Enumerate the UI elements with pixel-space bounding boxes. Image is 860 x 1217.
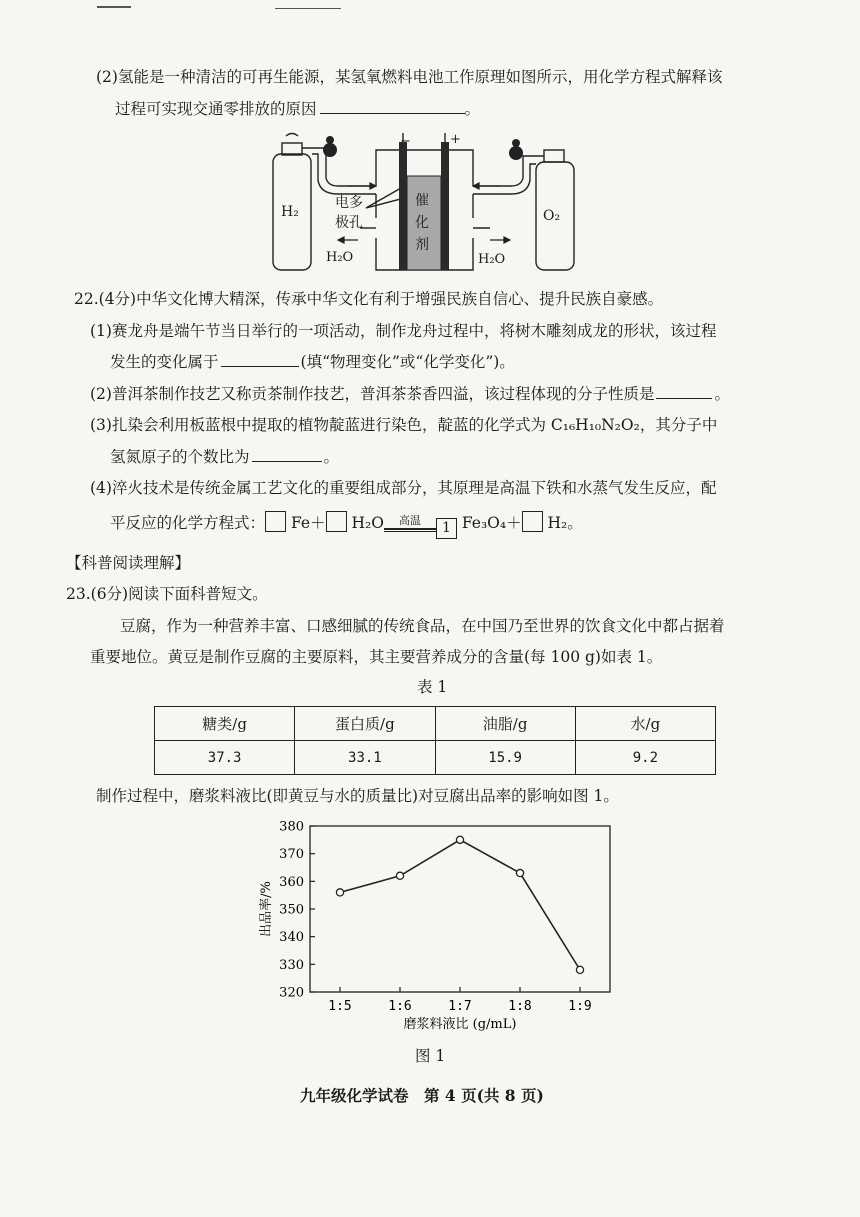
reaction-arrow [384,515,436,533]
q21-2-line2 [115,98,480,120]
catalyst-label-3: 剂 [415,237,429,253]
q22-2-end: 。 [714,385,730,403]
q22-4-line1: (4)淬火技术是传统金属工艺文化的重要组成部分，其原理是高温下铁和水蒸气发生反应，配 [90,479,717,497]
answer-blank[interactable] [252,460,322,462]
y-tick-label: 340 [279,930,304,946]
minus-label: − [400,134,411,149]
series-line [340,840,580,970]
cathode [441,142,449,270]
q23-title: 23.(6分)阅读下面科普短文。 [66,585,268,603]
table-header-cell: 水/g [575,707,715,741]
equation-h2: H₂。 [547,514,583,532]
y-axis-label: 出品率/% [259,881,274,937]
answer-blank[interactable] [656,397,712,399]
water-right-label: H₂O [478,252,506,267]
q23-para1-line1: 豆腐，作为一种营养丰富、口感细腻的传统食品，在中国乃至世界的饮食文化中都占据着 [120,617,725,635]
q22-3-line2 [110,446,339,468]
q22-1-text: 发生的变化属于 [110,353,219,371]
y-tick-label: 320 [279,985,304,1001]
q22-1-hint: (填“物理变化”或“化学变化”)。 [300,353,515,371]
equation-prefix: 平反应的化学方程式： [110,514,266,532]
y-tick-label: 370 [279,847,304,863]
q22-title: 22.(4分)中华文化博大精深，传承中华文化有利于增强民族自信心、提升民族自豪感。 [74,290,664,308]
table-header-row [155,707,716,741]
x-tick-label: 1:5 [328,999,352,1014]
q21-2-line1: (2)氢能是一种清洁的可再生能源，某氢氧燃料电池工作原理如图所示，用化学方程式解释该 [96,68,723,86]
scan-mark [275,8,341,9]
section-heading: 【科普阅读理解】 [66,554,191,572]
equation-fe: Fe＋ [290,514,326,532]
q22-2-line [90,383,730,405]
scan-mark [97,6,131,8]
valve-handle [286,134,298,137]
q22-4-equation [110,511,583,539]
q22-3-end: 。 [323,448,340,466]
nutrient-table [154,706,716,775]
q23-para2: 制作过程中，磨浆料液比(即黄豆与水的质量比)对豆腐出品率的影响如图 1。 [96,787,619,805]
table-header-cell: 蛋白质/g [295,707,435,741]
plot-frame [310,826,610,992]
q22-2-text: (2)普洱茶制作技艺又称贡茶制作技艺，普洱茶茶香四溢，该过程体现的分子性质是 [90,385,655,403]
electrode-label-2: 极孔 [335,215,363,231]
x-tick-label: 1:7 [448,999,472,1014]
table-cell: 33.1 [295,741,435,775]
catalyst-label-1: 催 [415,193,429,209]
q21-2-text: 过程可实现交通零排放的原因 [115,100,317,118]
data-point [396,872,403,879]
h2-valve [282,143,302,155]
electrode-label-1: 电多 [335,195,363,211]
catalyst-label-2: 化 [415,215,429,231]
yield-line-chart [240,812,630,1044]
q22-3-text: 氢氮原子的个数比为 [110,448,250,466]
figure-caption: 图 1 [415,1047,446,1065]
plus-label: + [450,132,461,147]
q22-3-line1: (3)扎染会利用板蓝根中提取的植物靛蓝进行染色，靛蓝的化学式为 C₁₆H₁₀N₂O₂，其分子中 [90,416,718,434]
o2-label: O₂ [543,208,561,224]
y-tick-label: 330 [279,957,304,973]
answer-blank[interactable] [221,365,299,367]
table-cell: 9.2 [575,741,715,775]
table-header-cell: 糖类/g [155,707,295,741]
coefficient-box-fe[interactable] [265,511,286,532]
q23-para1-line2: 重要地位。黄豆是制作豆腐的主要原料，其主要营养成分的含量(每 100 g)如表 1。 [90,648,663,666]
data-point [516,869,523,876]
coefficient-box-fe3o4: 1 [436,518,457,539]
x-axis-label: 磨浆料液比 (g/mL) [403,1017,517,1032]
y-tick-label: 350 [279,902,304,918]
page-footer: 九年级化学试卷 第 4 页(共 8 页) [300,1086,544,1105]
table-row [155,741,716,775]
table-caption: 表 1 [417,678,448,696]
h2-label: H₂ [281,204,299,220]
equation-h2o: H₂O [351,514,384,532]
equation-fe3o4: Fe₃O₄＋ [461,514,522,532]
q21-2-end: 。 [464,100,481,118]
anode [399,142,407,270]
reaction-condition: 高温 [398,514,421,528]
data-point [456,836,463,843]
x-tick-label: 1:9 [568,999,592,1014]
q22-1-line1: (1)赛龙舟是端午节当日举行的一项活动，制作龙舟过程中，将树木雕刻成龙的形状，该过程 [90,322,717,340]
x-tick-label: 1:6 [388,999,412,1014]
table-cell: 15.9 [435,741,575,775]
data-point [576,966,583,973]
x-tick-label: 1:8 [508,999,532,1014]
coefficient-box-h2[interactable] [522,511,543,532]
y-tick-label: 360 [279,874,304,890]
o2-valve [544,150,564,162]
y-tick-label: 380 [279,819,304,835]
q22-1-line2 [110,351,515,373]
table-cell: 37.3 [155,741,295,775]
coefficient-box-h2o[interactable] [326,511,347,532]
table-header-cell: 油脂/g [435,707,575,741]
data-point [336,889,343,896]
answer-blank[interactable] [320,112,465,114]
water-left-label: H₂O [326,250,354,265]
